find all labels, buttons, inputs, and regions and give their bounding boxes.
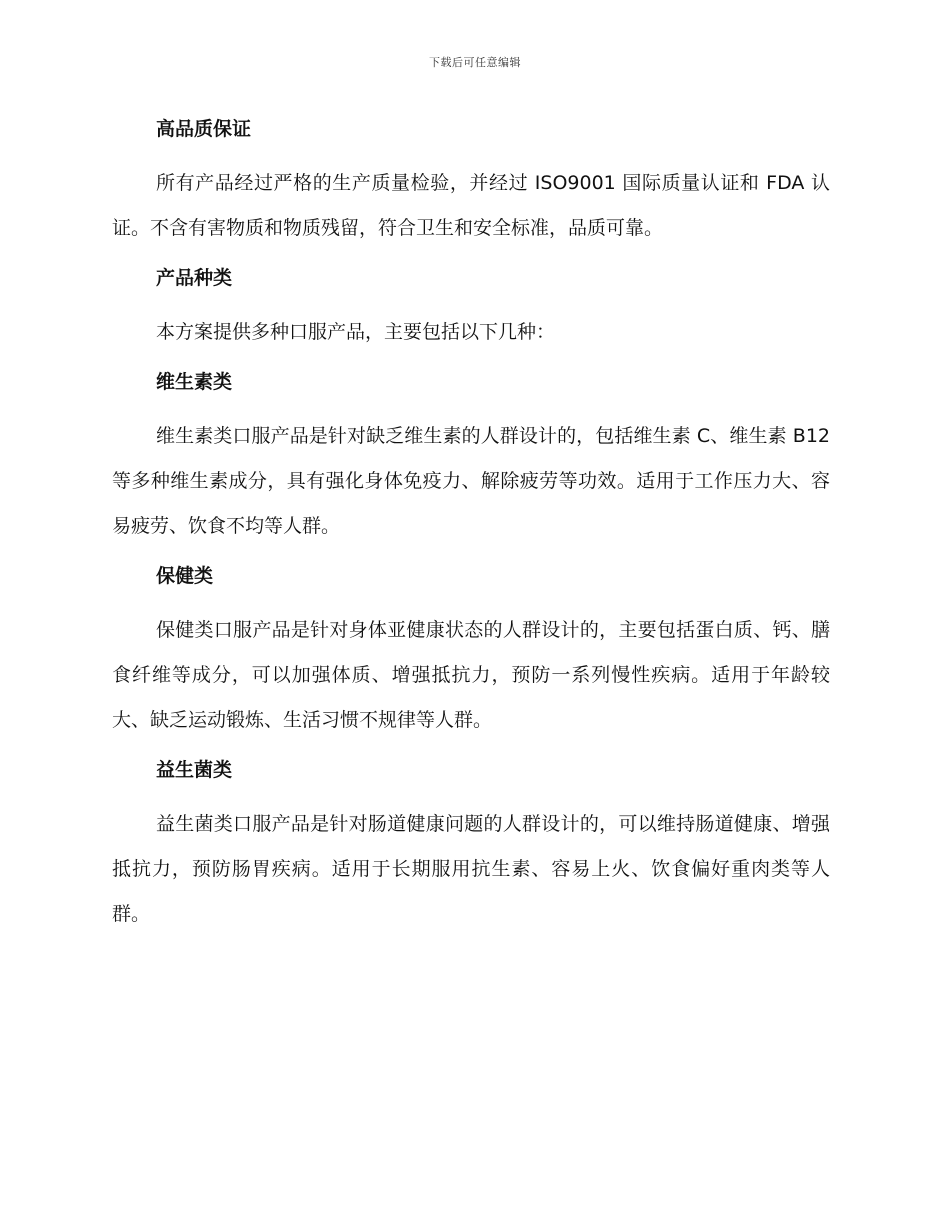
page-header-note: 下载后可任意编辑: [429, 56, 521, 69]
section-heading: 维生素类: [156, 371, 233, 393]
document-body: [112, 112, 830, 937]
section-heading: 高品质保证: [156, 118, 252, 140]
section-paragraph: 所有产品经过严格的生产质量检验，并经过 ISO9001 国际质量认证和 FDA 认证。不含有害物质和物质残留，符合卫生和安全标准，品质可靠。: [112, 172, 830, 239]
section-heading: 益生菌类: [156, 759, 233, 781]
section-paragraph: 本方案提供多种口服产品，主要包括以下几种：: [156, 321, 556, 343]
section-paragraph: 保健类口服产品是针对身体亚健康状态的人群设计的，主要包括蛋白质、钙、膳食纤维等成分，可以加强体质、增强抵抗力，预防一系列慢性疾病。适用于年龄较大、缺乏运动锻炼、生活习惯不规律等人群。: [112, 619, 830, 731]
section-paragraph: 维生素类口服产品是针对缺乏维生素的人群设计的，包括维生素 C、维生素 B12 等多种维生素成分，具有强化身体免疫力、解除疲劳等功效。适用于工作压力大、容易疲劳、饮食不均等人群。: [112, 425, 830, 537]
section-paragraph: 益生菌类口服产品是针对肠道健康问题的人群设计的，可以维持肠道健康、增强抵抗力，预防肠胃疾病。适用于长期服用抗生素、容易上火、饮食偏好重肉类等人群。: [112, 813, 830, 925]
section-heading: 产品种类: [156, 267, 233, 289]
section-heading: 保健类: [156, 565, 214, 587]
